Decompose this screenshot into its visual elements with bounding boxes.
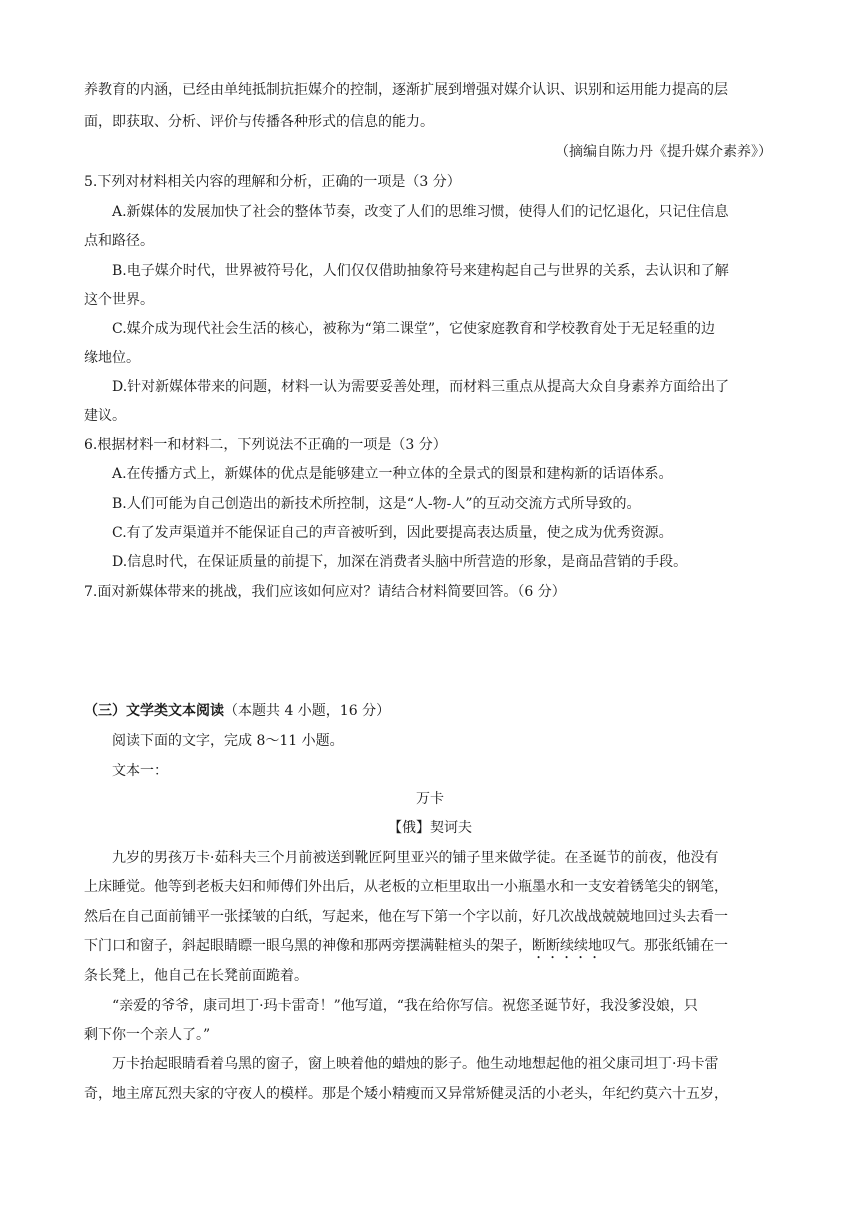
section-instruction: 阅读下面的文字，完成 8～11 小题。 <box>112 733 344 749</box>
story-p1-line-4 <box>84 936 728 962</box>
emphasized-phrase: 断断续续地 <box>532 938 602 954</box>
q6-option-d: D.信息时代，在保证质量的前提下，加深在消费者头脑中所营造的形象，是商品营销的手段。 <box>112 554 688 570</box>
text-one-label: 文本一： <box>112 763 168 779</box>
story-p2-line-1: “亲爱的爷爷，康司坦丁·玛卡雷奇！”他写道，“我在给你写信。祝您圣诞节好，我没爹没娘，只 <box>112 998 698 1014</box>
story-p1-line-4-start: 下门口和窗子，斜起眼睛瞟一眼乌黑的神像和那两旁摆满鞋楦头的架子， <box>84 938 532 954</box>
material3-line-1: 养教育的内涵，已经由单纯抵制抗拒媒介的控制，逐渐扩展到增强对媒介认识、识别和运用能力提高的层 <box>84 82 728 98</box>
q5-option-c-line-2: 缘地位。 <box>84 350 140 366</box>
story-p1-line-3: 然后在自己面前铺平一张揉皱的白纸，写起来，他在写下第一个字以前，好几次战战兢兢地回过头去看一 <box>84 909 728 925</box>
story-p1-line-5: 条长凳上，他自己在长凳前面跪着。 <box>84 968 308 984</box>
story-p1-line-1: 九岁的男孩万卡·茹科夫三个月前被送到靴匠阿里亚兴的铺子里来做学徒。在圣诞节的前夜，他没有 <box>112 850 719 866</box>
question-6-stem: 6.根据材料一和材料二，下列说法不正确的一项是（3 分） <box>84 437 447 453</box>
section-heading <box>84 701 390 721</box>
story-author: 【俄】契诃夫 <box>388 820 472 836</box>
story-p1-line-2: 上床睡觉。他等到老板夫妇和师傅们外出后，从老板的立柜里取出一小瓶墨水和一支安着锈笔尖的钢笔， <box>84 879 728 895</box>
story-title: 万卡 <box>416 791 444 807</box>
section-heading-note: （本题共 4 小题，16 分） <box>224 703 391 719</box>
q5-option-b-line-2: 这个世界。 <box>84 292 154 308</box>
story-p2-line-2: 剩下你一个亲人了。” <box>84 1027 211 1043</box>
q5-option-d-line-2: 建议。 <box>84 408 126 424</box>
question-7-stem: 7.面对新媒体带来的挑战，我们应该如何应对？请结合材料简要回答。（6 分） <box>84 584 566 600</box>
q5-option-a-line-1: A.新媒体的发展加快了社会的整体节奏，改变了人们的思维习惯，使得人们的记忆退化，只记住信息 <box>112 204 729 220</box>
q5-option-b-line-1: B.电子媒介时代，世界被符号化，人们仅仅借助抽象符号来建构起自己与世界的关系，去认识和了解 <box>112 263 729 279</box>
q6-option-c: C.有了发声渠道并不能保证自己的声音被听到，因此要提高表达质量，使之成为优秀资源。 <box>112 525 673 541</box>
material-source-citation: （摘编自陈力丹《提升媒介素养》） <box>555 144 772 160</box>
question-5-stem: 5.下列对材料相关内容的理解和分析，正确的一项是（3 分） <box>84 174 461 190</box>
q6-option-a: A.在传播方式上，新媒体的优点是能够建立一种立体的全景式的图景和建构新的话语体系。 <box>112 466 673 482</box>
q5-option-c-line-1: C.媒介成为现代社会生活的核心，被称为“第二课堂”，它使家庭教育和学校教育处于无足轻重的边 <box>112 321 715 337</box>
q5-option-a-line-2: 点和路径。 <box>84 233 154 249</box>
q5-option-d-line-1: D.针对新媒体带来的问题，材料一认为需要妥善处理，而材料三重点从提高大众自身素养方面给出了 <box>112 379 730 395</box>
section-heading-title: （三）文学类文本阅读 <box>84 703 224 719</box>
material3-line-2: 面，即获取、分析、评价与传播各种形式的信息的能力。 <box>84 114 434 130</box>
story-p1-line-4-end: 叹气。那张纸铺在一 <box>602 938 728 954</box>
story-p3-line-1: 万卡抬起眼睛看着乌黑的窗子，窗上映着他的蜡烛的影子。他生动地想起他的祖父康司坦丁·玛卡雷 <box>112 1056 719 1072</box>
q6-option-b: B.人们可能为自己创造出的新技术所控制，这是“人-物-人”的互动交流方式所导致的。 <box>112 496 641 512</box>
story-p3-line-2: 奇，地主席瓦烈夫家的守夜人的模样。那是个矮小精瘦而又异常矫健灵活的小老头，年纪约莫六十五岁， <box>84 1086 728 1102</box>
